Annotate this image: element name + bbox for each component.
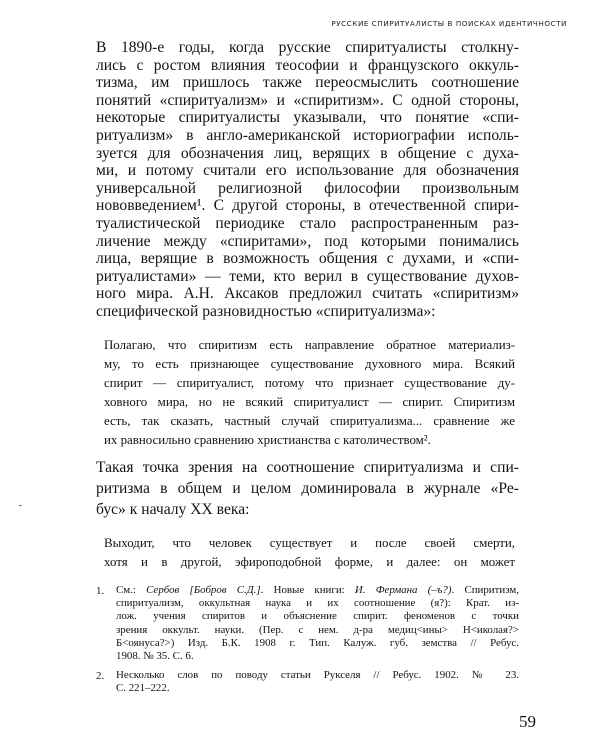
text-line: лись с ростом влияния теософии и французского оккуль- (96, 56, 519, 74)
text-line: тизма, им пришлось также переосмыслить соотношение (96, 74, 519, 92)
footnote-suffix: . Спиритизм, (451, 584, 519, 596)
text-line: В 1890-е годы, когда русские спиритуалисты столкну- (96, 39, 519, 56)
footnote-line: Несколько слов по поводу статьи Рукселя // Ребус. 1902. № 23. (116, 669, 519, 682)
footnote-line: 1908. № 35. С. 6. (116, 650, 194, 662)
text-line: туалистической периодике стало распространенным раз- (96, 215, 519, 232)
quote-line: Полагаю, что спиритизм есть направление обратное материализ- (104, 338, 515, 352)
text-line: Такая точка зрения на соотношение спиритуализма и спи- (96, 459, 519, 476)
text-line: ритуализм» в англо-американской историографии исполь- (96, 127, 519, 144)
text-line: личение между «спиритами», под которыми понимались (96, 232, 519, 250)
quote-line: хотя и в другой, эфироподобной форме, и далее: он может (104, 555, 515, 569)
text-line: ритуалистами» — теми, кто верил в существование духов- (96, 267, 519, 285)
margin-mark (19, 505, 22, 506)
footnote-line: С. 221–222. (116, 682, 170, 695)
footnote-prefix: См.: (116, 584, 147, 596)
text-line: лица, верящие в возможность общения с духами, и «спи- (96, 250, 519, 268)
text-line: ритизма в общем и целом доминировала в журнале «Ре- (96, 480, 519, 497)
quote-line: спирит — спиритуалист, потому что признает существование ду- (104, 376, 515, 390)
page-number: 59 (519, 712, 536, 731)
text-line: универсальной религиозной философии произвольным (96, 179, 519, 197)
quote-line: их равносильно сравнению христианства с католичеством². (104, 433, 431, 447)
running-header: РУССКИЕ СПИРИТУАЛИСТЫ В ПОИСКАХ ИДЕНТИЧНОСТИ (331, 19, 567, 28)
footnote-line (116, 583, 519, 597)
quote-line: ховного мира, но не всякий спиритуалист — спирит. Спиритизм (104, 395, 515, 409)
quote-line: Выходит, что человек существует и после своей смерти, (104, 536, 515, 550)
footnote-number: 1. (96, 585, 105, 597)
text-line: некоторые спиритуалисты указывали, что понятие «спи- (96, 109, 519, 127)
quote-line: есть, так сказать, частный случай спиритуализма... сравнение же (104, 414, 515, 428)
text-line: понятий «спиритуализм» и «спиритизм». С одной стороны, (96, 91, 519, 109)
footnote-line: лож. учения спиритов и объяснение спирит. феноменов с точки (116, 610, 519, 623)
footnote-line: зрения оккульт. науки. (Пер. с нем. д-ра медиц<ины> Н<иколая?> (116, 623, 519, 636)
text-line: ного мира. А.Н. Аксаков предложил считать «спиритизм» (96, 285, 519, 303)
footnote-line: спиритуализм, оккультная наука и их соотношение (я?): Крат. из- (116, 597, 519, 610)
text-line: ми, и потому считали его использование для обозначения (96, 162, 519, 180)
footnote-line: Б<оянуса?>) Изд. Б.К. 1908 г. Тип. Калуж. губ. земства // Ребус. (116, 636, 519, 649)
footnote-mid: . Новые книги: (260, 584, 355, 596)
footnote-number: 2. (96, 670, 105, 683)
text-line: нововведением¹. С другой стороны, в отечественной спири- (96, 197, 519, 215)
text-line: специфической разновидностью «спиритуализма»: (96, 303, 436, 320)
text-line: бус» к началу XX века: (96, 501, 250, 518)
quote-line: му, то есть признающее существование духовного мира. Всякий (104, 357, 515, 371)
footnote-author: Сербов [Бобров С.Д.] (146, 584, 261, 596)
footnote-subject: И. Фермана (–ъ?) (354, 584, 452, 596)
text-line: зуется для обозначения лиц, верящих в общение с духа- (96, 144, 519, 162)
